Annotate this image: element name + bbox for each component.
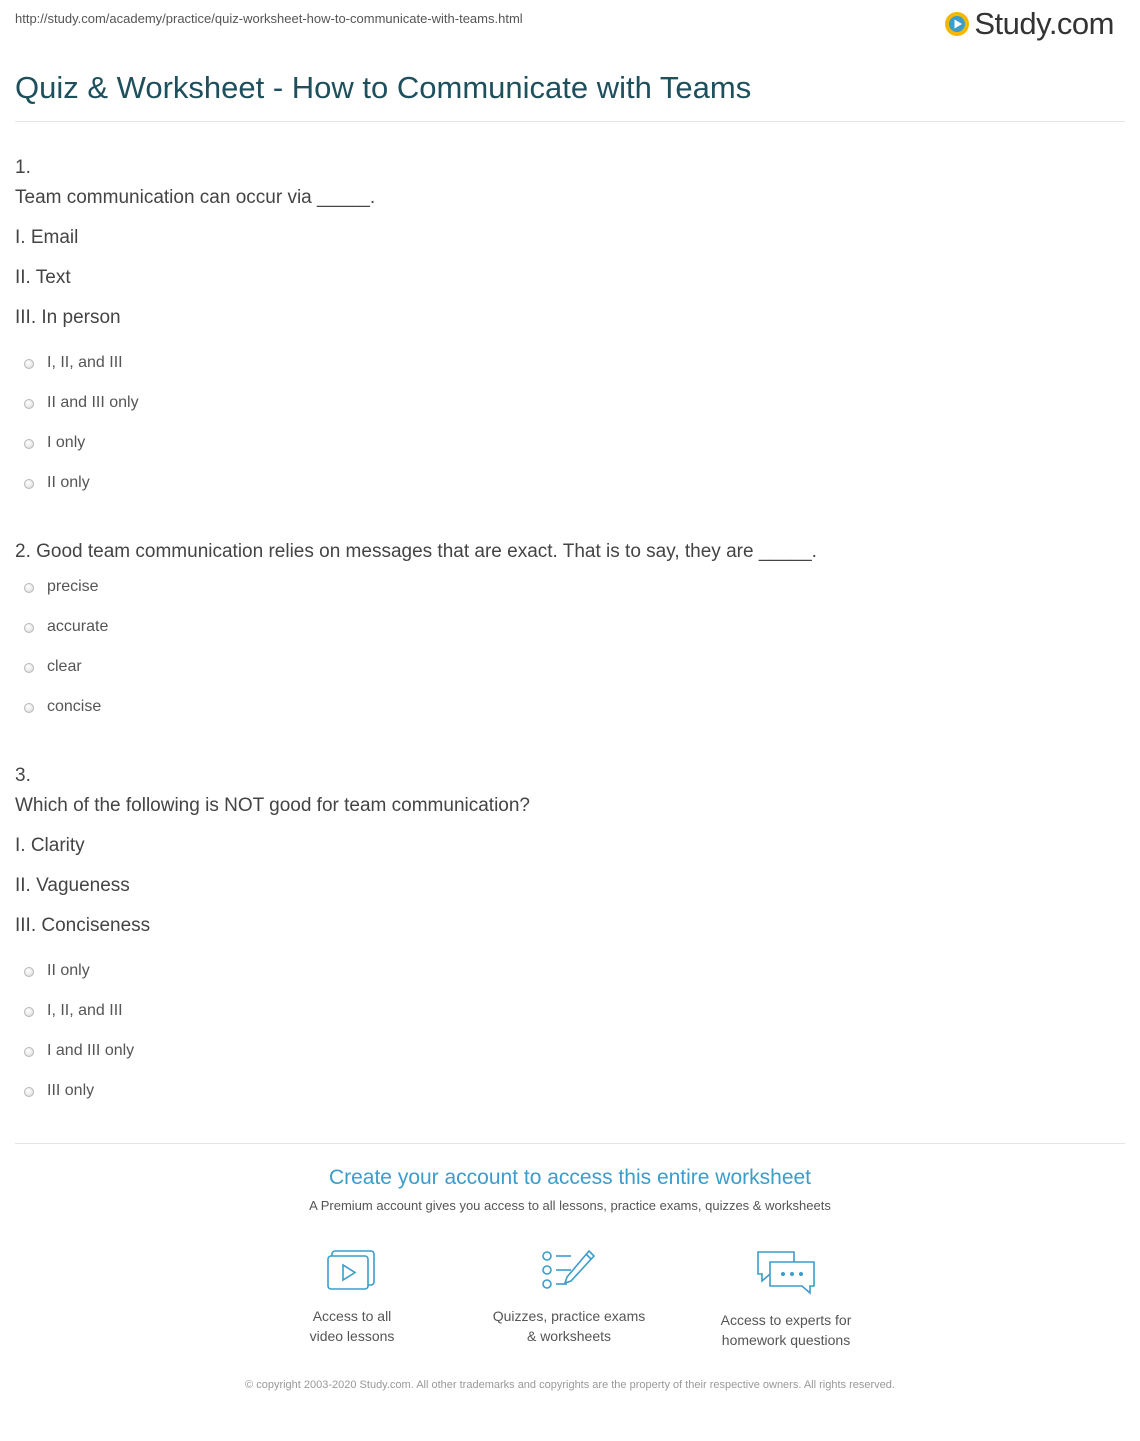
option-label: I, II, and III <box>47 1002 123 1019</box>
option-label: accurate <box>47 618 109 635</box>
question-item: III. In person <box>15 307 121 328</box>
question-item: I. Email <box>15 227 79 248</box>
quiz-checklist-icon <box>541 1248 597 1292</box>
feature-label: Quizzes, practice exams & worksheets <box>492 1308 646 1344</box>
option-label: II only <box>47 474 90 491</box>
question-3 <box>15 764 530 1122</box>
question-2 <box>15 538 817 738</box>
cta-title-link[interactable]: Create your account to access this entire worksheet <box>328 1166 812 1189</box>
answer-option[interactable] <box>15 394 375 434</box>
feature-quizzes <box>469 1248 669 1346</box>
play-circle-icon <box>944 11 970 37</box>
study-logo[interactable] <box>944 6 1114 42</box>
radio-button[interactable] <box>24 1047 34 1057</box>
radio-button[interactable] <box>24 583 34 593</box>
question-item: II. Vagueness <box>15 875 130 896</box>
answer-options <box>15 578 817 738</box>
answer-option[interactable] <box>15 1002 530 1042</box>
question-item: I. Clarity <box>15 835 85 856</box>
question-1 <box>15 156 375 514</box>
answer-option[interactable] <box>15 354 375 394</box>
option-label: I, II, and III <box>47 354 123 371</box>
answer-option[interactable] <box>15 1042 530 1082</box>
radio-button[interactable] <box>24 623 34 633</box>
answer-option[interactable] <box>15 618 817 658</box>
option-label: I and III only <box>47 1042 135 1059</box>
radio-button[interactable] <box>24 1087 34 1097</box>
answer-option[interactable] <box>15 962 530 1002</box>
question-item: III. Conciseness <box>15 915 151 936</box>
option-label: II and III only <box>47 394 139 411</box>
feature-label: Access to all video lessons <box>309 1308 395 1344</box>
radio-button[interactable] <box>24 703 34 713</box>
cta-subtitle: A Premium account gives you access to all lessons, practice exams, quizzes & worksheets <box>309 1198 831 1213</box>
chat-bubbles-icon <box>754 1248 818 1296</box>
cta-divider <box>15 1143 1125 1144</box>
video-lessons-icon <box>326 1248 378 1292</box>
question-text: Team communication can occur via _____. <box>15 187 376 208</box>
question-item: II. Text <box>15 267 71 288</box>
answer-option[interactable] <box>15 1082 530 1122</box>
option-label: I only <box>47 434 86 451</box>
header-divider <box>15 121 1125 122</box>
logo-text: Study.com <box>974 6 1114 41</box>
radio-button[interactable] <box>24 1007 34 1017</box>
question-number: 1. <box>15 157 31 178</box>
option-label: III only <box>47 1082 95 1099</box>
page-url: http://study.com/academy/practice/quiz-worksheet-how-to-communicate-with-teams.html <box>15 11 523 26</box>
answer-options <box>15 354 375 514</box>
question-text: Which of the following is NOT good for team communication? <box>15 795 530 816</box>
radio-button[interactable] <box>24 967 34 977</box>
radio-button[interactable] <box>24 663 34 673</box>
radio-button[interactable] <box>24 399 34 409</box>
option-label: clear <box>47 658 82 675</box>
radio-button[interactable] <box>24 439 34 449</box>
question-number: 3. <box>15 765 31 786</box>
answer-option[interactable] <box>15 578 817 618</box>
radio-button[interactable] <box>24 359 34 369</box>
answer-option[interactable] <box>15 658 817 698</box>
page-title: Quiz & Worksheet - How to Communicate with Teams <box>15 70 752 105</box>
option-label: precise <box>47 578 99 595</box>
answer-option[interactable] <box>15 698 817 738</box>
answer-option[interactable] <box>15 434 375 474</box>
feature-experts <box>686 1248 886 1350</box>
radio-button[interactable] <box>24 479 34 489</box>
copyright-notice: © copyright 2003-2020 Study.com. All other trademarks and copyrights are the property of their respective owners. All rights reserved. <box>245 1379 895 1391</box>
answer-option[interactable] <box>15 474 375 514</box>
question-text: 2. Good team communication relies on messages that are exact. That is to say, they are _____. <box>15 541 817 562</box>
feature-video-lessons <box>252 1248 452 1346</box>
option-label: II only <box>47 962 90 979</box>
answer-options <box>15 962 530 1122</box>
option-label: concise <box>47 698 102 715</box>
feature-label: Access to experts for homework questions <box>720 1312 852 1348</box>
